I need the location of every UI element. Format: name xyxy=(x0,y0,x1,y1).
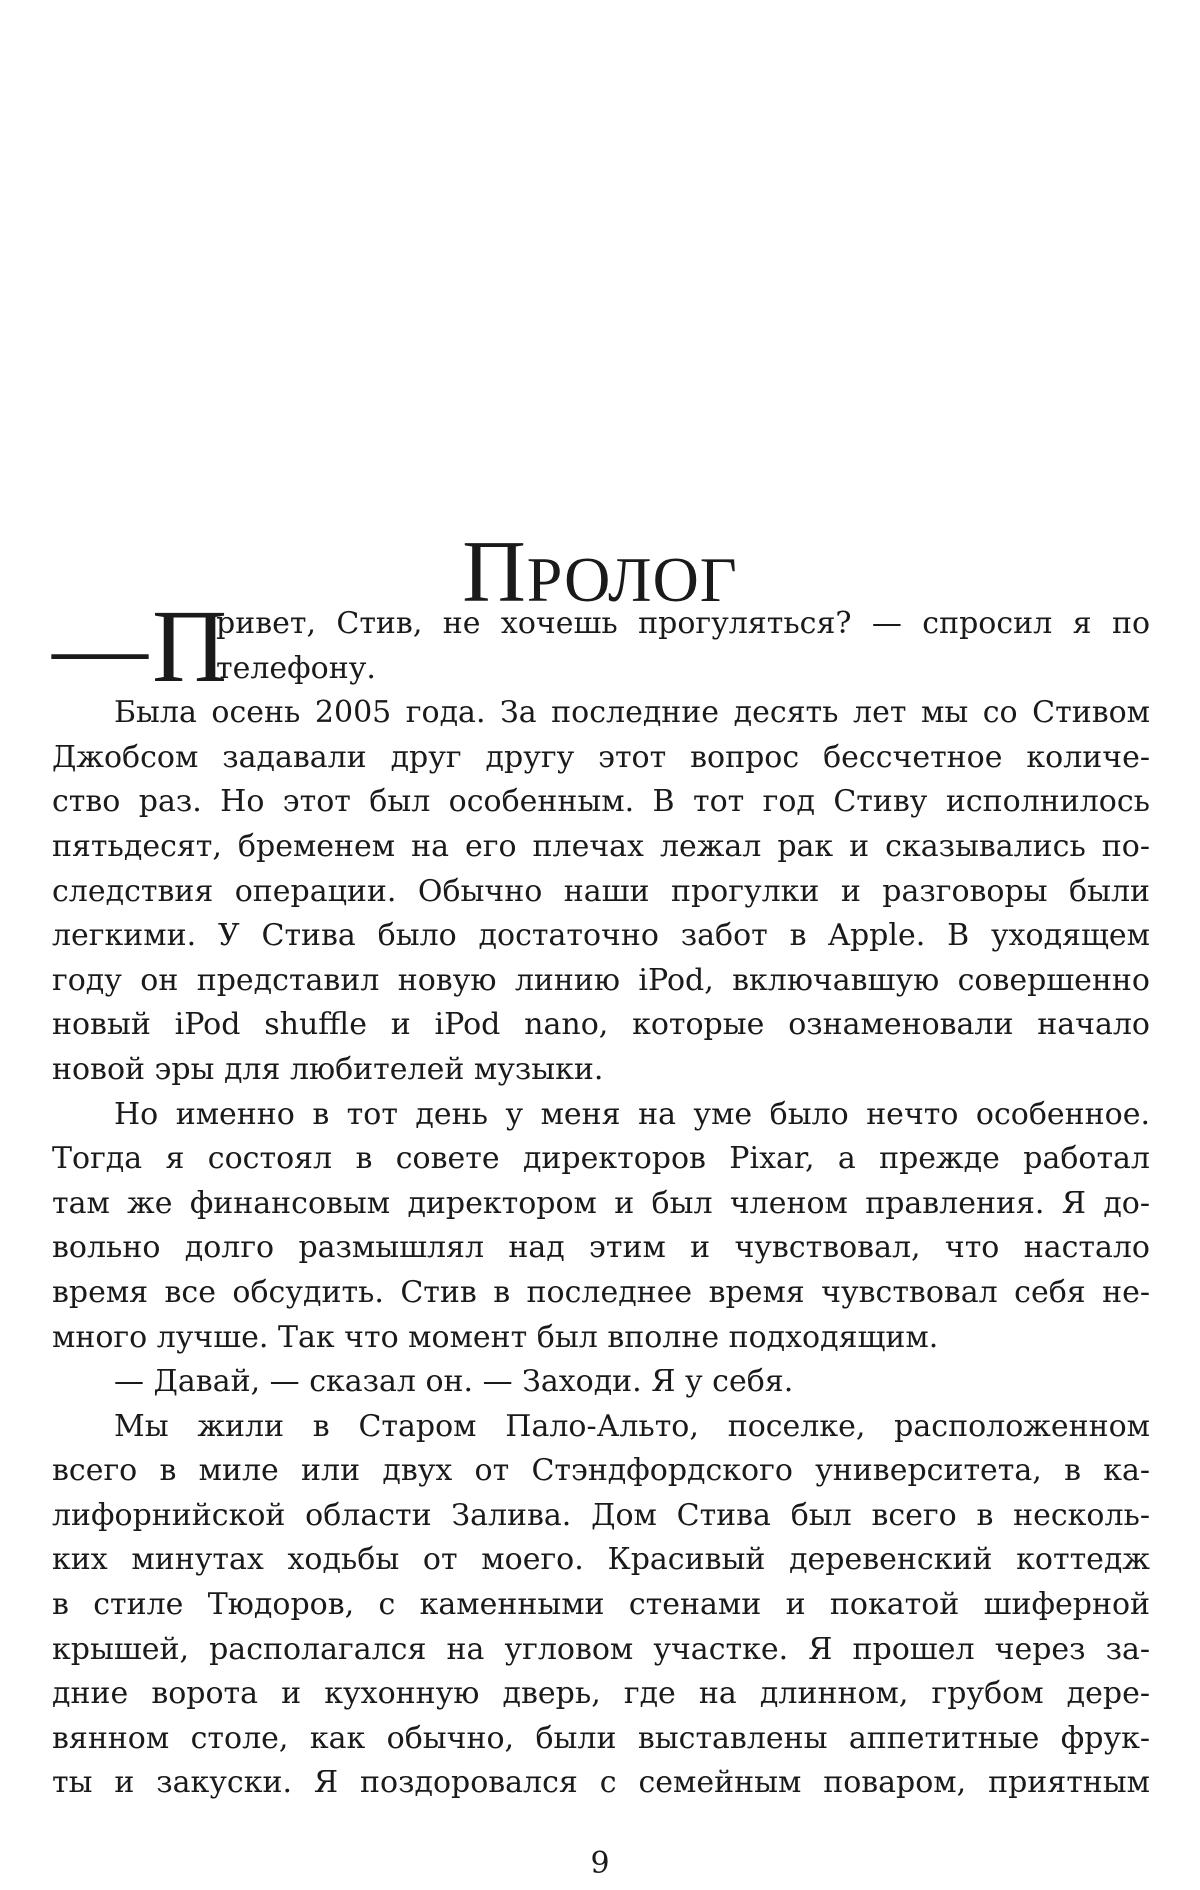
text-line: ривет, Стив, не хочешь прогуляться? — спросил я по xyxy=(216,606,1150,641)
text-line: дние ворота и кухонную дверь, где на длинном, грубом дере- xyxy=(52,1676,1150,1712)
text-line: ких минутах ходьбы от моего. Красивый деревенский коттедж xyxy=(52,1542,1150,1578)
drop-cap xyxy=(52,588,228,704)
text-line: Джобсом задавали друг другу этот вопрос бессчетное количе- xyxy=(52,739,1150,775)
text-line: новой эры для любителей музыки. xyxy=(52,1051,604,1087)
text-line: пятьдесят, бременем на его плечах лежал рак и сказывались по- xyxy=(52,828,1150,864)
chapter-title-rest: РОЛОГ xyxy=(526,543,738,615)
text-line: новый iPod shuffle и iPod nano, которые ознаменовали начало xyxy=(52,1007,1150,1043)
chapter-title-initial: П xyxy=(462,523,527,621)
text-line: следствия операции. Обычно наши прогулки и разговоры были xyxy=(52,873,1150,909)
text-line: году он представил новую линию iPod, включавшую совершенно xyxy=(52,962,1150,998)
text-line: ство раз. Но этот был особенным. В тот год Стиву исполнилось xyxy=(52,784,1150,820)
body-text xyxy=(52,588,1150,1806)
text-line: Мы жили в Старом Пало-Альто, поселке, расположенном xyxy=(114,1408,1150,1444)
text-line: телефону. xyxy=(216,650,376,686)
text-line: вольно долго размышлял над этим и чувствовал, что настало xyxy=(52,1230,1150,1266)
text-line: лифорнийской области Залива. Дом Стива был всего в несколь- xyxy=(52,1497,1150,1533)
text-line: Была осень 2005 года. За последние десять лет мы со Стивом xyxy=(114,695,1150,731)
text-line: Тогда я состоял в совете директоров Pixar, а прежде работал xyxy=(52,1141,1150,1177)
page-number: 9 xyxy=(590,1846,610,1881)
text-line: вянном столе, как обычно, были выставлены аппетитные фрук- xyxy=(52,1720,1150,1756)
text-line: в стиле Тюдоров, с каменными стенами и покатой шиферной xyxy=(52,1587,1150,1623)
first-paragraph-opening xyxy=(52,588,1150,704)
drop-cap-letter: П xyxy=(152,588,228,704)
text-line: легкими. У Стива было достаточно забот в Apple. В уходящем xyxy=(52,918,1150,954)
drop-cap-dash: — xyxy=(52,592,148,700)
text-line: крышей, располагался на угловом участке. Я прошел через за- xyxy=(52,1631,1150,1667)
text-line: Но именно в тот день у меня на уме было нечто особенное. xyxy=(114,1096,1150,1132)
text-line: — Давай, — сказал он. — Заходи. Я у себя. xyxy=(114,1364,794,1400)
text-line: много лучше. Так что момент был вполне подходящим. xyxy=(52,1319,939,1355)
text-line: всего в миле или двух от Стэндфордского университета, в ка- xyxy=(52,1453,1150,1489)
text-line: там же финансовым директором и был членом правления. Я до- xyxy=(52,1185,1150,1221)
text-line: время все обсудить. Стив в последнее время чувствовал себя не- xyxy=(52,1274,1150,1310)
text-line: ты и закуски. Я поздоровался с семейным поваром, приятным xyxy=(52,1765,1150,1801)
